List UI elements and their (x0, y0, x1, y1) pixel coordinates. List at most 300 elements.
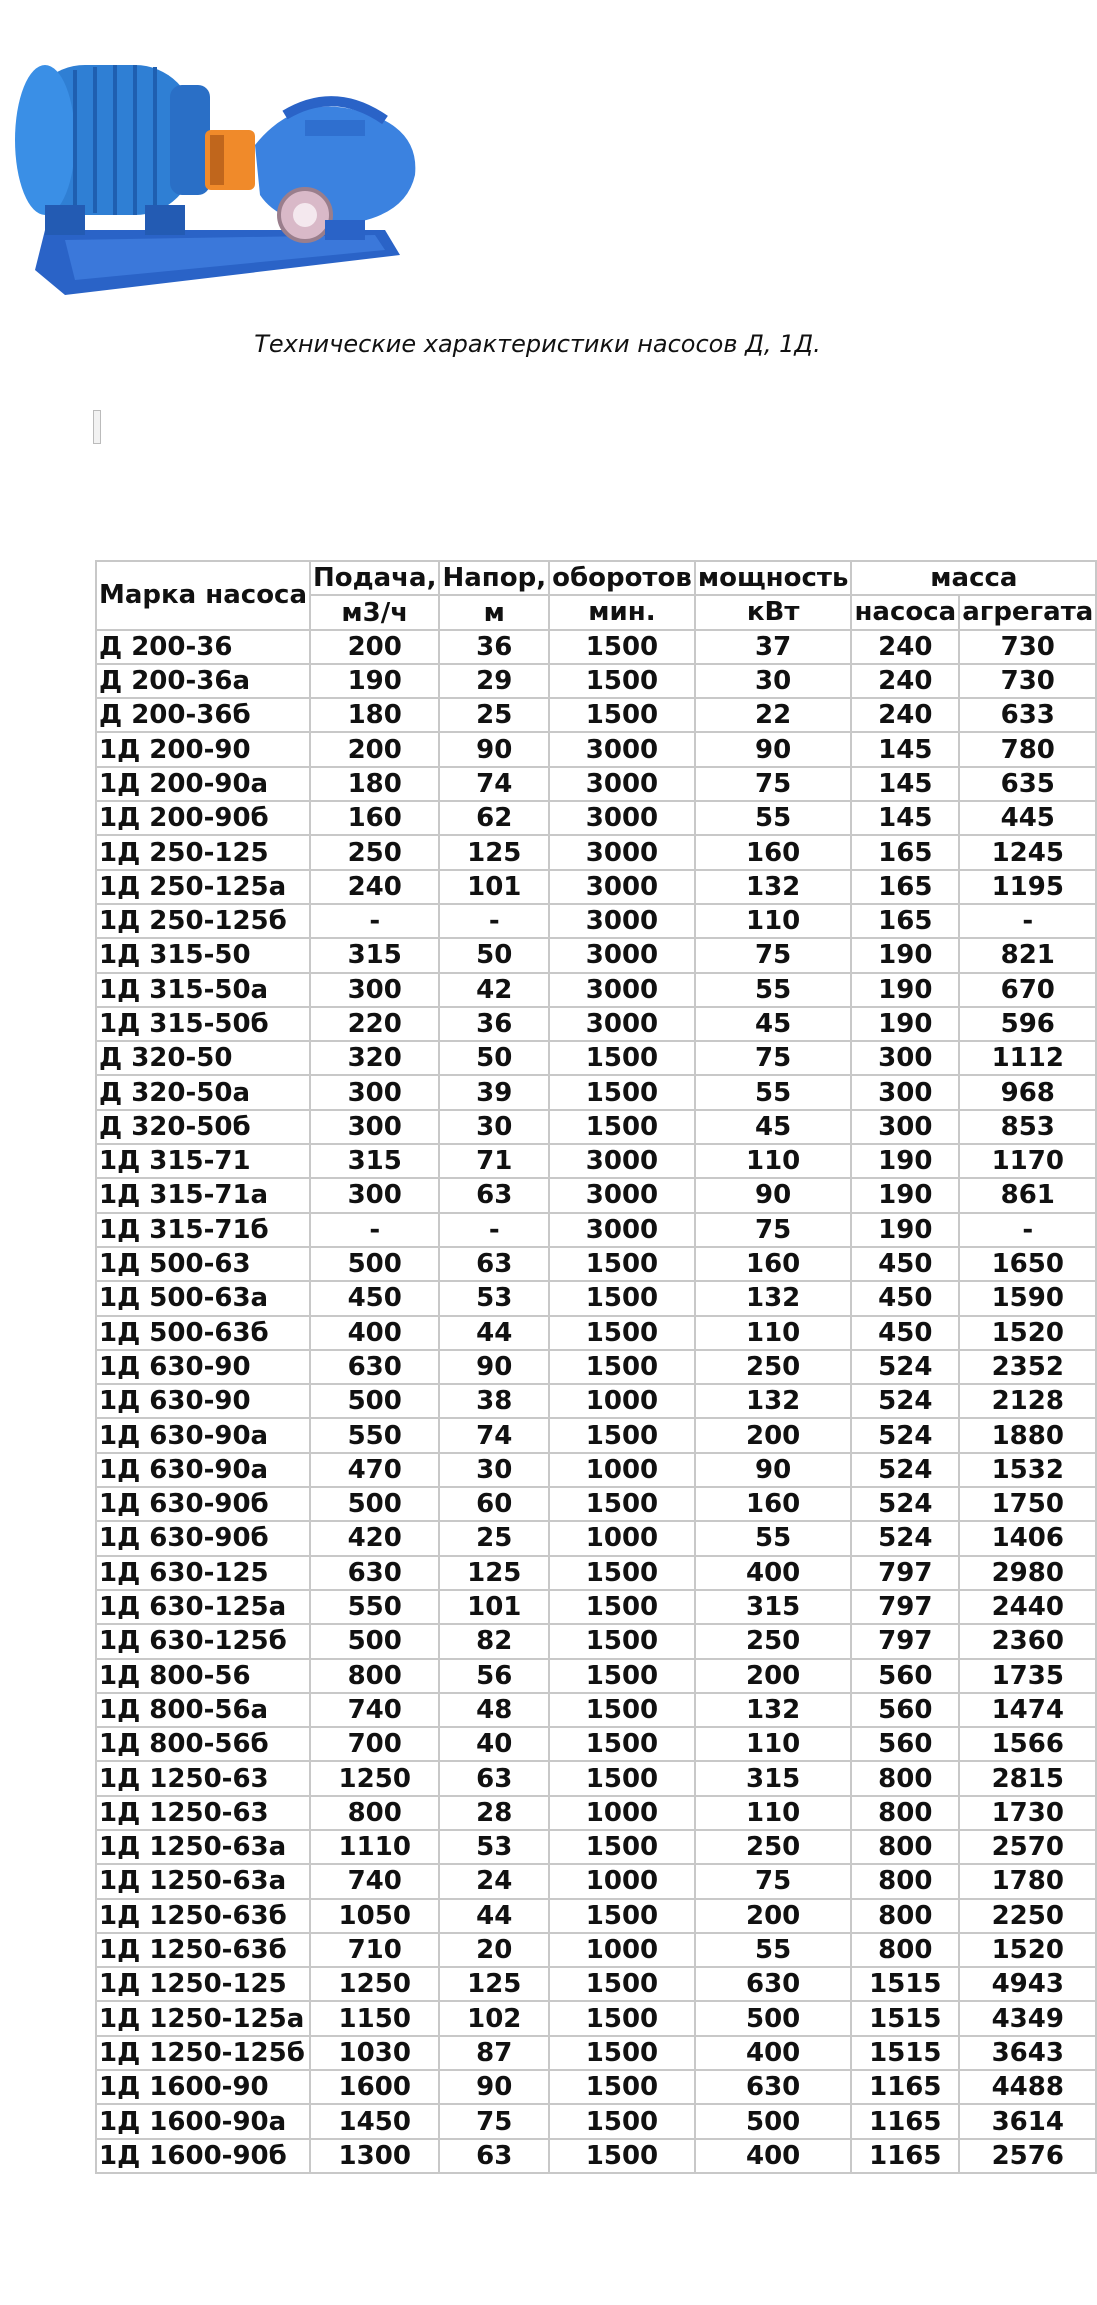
cell-mass-unit: 3614 (959, 2104, 1096, 2138)
cell-mass-unit: 2128 (959, 1384, 1096, 1418)
cell-model: 1Д 200-90б (96, 801, 310, 835)
cell-model: 1Д 800-56б (96, 1727, 310, 1761)
cell-mass-pump: 190 (851, 1178, 959, 1212)
table-row (96, 1624, 1096, 1658)
cell-flow: 315 (310, 938, 439, 972)
cell-mass-unit: 1170 (959, 1144, 1096, 1178)
cell-model: Д 200-36а (96, 664, 310, 698)
cell-head: 44 (439, 1316, 549, 1350)
cell-speed: 3000 (549, 835, 695, 869)
cell-power: 55 (695, 1933, 852, 1967)
cell-head: 125 (439, 1556, 549, 1590)
cell-speed: 3000 (549, 801, 695, 835)
cell-head: 29 (439, 664, 549, 698)
cell-head: 102 (439, 2001, 549, 2035)
cell-model: 1Д 1600-90 (96, 2070, 310, 2104)
cell-speed: 1000 (549, 1384, 695, 1418)
cell-flow: 400 (310, 1316, 439, 1350)
cell-head: 38 (439, 1384, 549, 1418)
cell-mass-pump: 800 (851, 1761, 959, 1795)
cell-model: Д 200-36б (96, 698, 310, 732)
cell-power: 132 (695, 1384, 852, 1418)
table-row (96, 904, 1096, 938)
cell-speed: 3000 (549, 1144, 695, 1178)
cell-flow: - (310, 904, 439, 938)
cell-speed: 3000 (549, 938, 695, 972)
table-row (96, 801, 1096, 835)
cell-speed: 1500 (549, 1830, 695, 1864)
cell-speed: 1500 (549, 1041, 695, 1075)
table-row (96, 835, 1096, 869)
cell-head: 71 (439, 1144, 549, 1178)
cell-flow: 470 (310, 1453, 439, 1487)
cell-mass-pump: 165 (851, 904, 959, 938)
cell-mass-unit: 4943 (959, 1967, 1096, 2001)
cell-speed: 1000 (549, 1864, 695, 1898)
cell-power: 200 (695, 1659, 852, 1693)
cell-mass-pump: 145 (851, 767, 959, 801)
cell-mass-pump: 524 (851, 1350, 959, 1384)
cell-model: 1Д 315-50а (96, 973, 310, 1007)
cell-power: 500 (695, 2104, 852, 2138)
cell-mass-unit: 1195 (959, 870, 1096, 904)
cell-power: 200 (695, 1899, 852, 1933)
cell-mass-unit: 861 (959, 1178, 1096, 1212)
cell-model: 1Д 1250-63б (96, 1933, 310, 1967)
cell-head: 74 (439, 1418, 549, 1452)
header-flow-unit: м3/ч (310, 595, 439, 629)
cell-power: 200 (695, 1418, 852, 1452)
table-row (96, 2070, 1096, 2104)
cell-mass-pump: 524 (851, 1453, 959, 1487)
cell-model: Д 320-50 (96, 1041, 310, 1075)
cell-head: 28 (439, 1796, 549, 1830)
cell-power: 30 (695, 664, 852, 698)
cell-power: 400 (695, 2139, 852, 2173)
cell-speed: 1500 (549, 1899, 695, 1933)
cell-mass-pump: 190 (851, 1144, 959, 1178)
cell-head: 74 (439, 767, 549, 801)
cell-flow: 320 (310, 1041, 439, 1075)
cell-speed: 3000 (549, 1213, 695, 1247)
table-row (96, 1727, 1096, 1761)
header-flow: Подача, (310, 561, 439, 595)
cell-power: 55 (695, 1075, 852, 1109)
cell-model: 1Д 630-90б (96, 1521, 310, 1555)
table-row (96, 630, 1096, 664)
cell-power: 132 (695, 1693, 852, 1727)
cell-mass-pump: 800 (851, 1864, 959, 1898)
cell-flow: 190 (310, 664, 439, 698)
cell-mass-pump: 1165 (851, 2070, 959, 2104)
cell-model: 1Д 315-71 (96, 1144, 310, 1178)
cell-speed: 3000 (549, 973, 695, 1007)
cell-head: 40 (439, 1727, 549, 1761)
cell-mass-unit: 1780 (959, 1864, 1096, 1898)
cell-model: 1Д 800-56а (96, 1693, 310, 1727)
cell-mass-unit: 4488 (959, 2070, 1096, 2104)
cell-head: 53 (439, 1830, 549, 1864)
cell-mass-unit: 780 (959, 732, 1096, 766)
cell-flow: 160 (310, 801, 439, 835)
cell-mass-pump: 450 (851, 1281, 959, 1315)
table-row (96, 1967, 1096, 2001)
cell-speed: 1500 (549, 664, 695, 698)
header-mass-unit: агрегата (959, 595, 1096, 629)
cell-speed: 1500 (549, 1624, 695, 1658)
cell-model: 1Д 630-90 (96, 1384, 310, 1418)
cell-model: 1Д 250-125а (96, 870, 310, 904)
table-row (96, 1864, 1096, 1898)
cell-speed: 1500 (549, 1316, 695, 1350)
cell-mass-unit: 633 (959, 698, 1096, 732)
table-row (96, 1761, 1096, 1795)
cell-mass-unit: 1730 (959, 1796, 1096, 1830)
cell-model: 1Д 630-125 (96, 1556, 310, 1590)
table-row (96, 1487, 1096, 1521)
cell-mass-unit: 2576 (959, 2139, 1096, 2173)
cell-mass-pump: 450 (851, 1247, 959, 1281)
cell-power: 90 (695, 732, 852, 766)
cell-head: 30 (439, 1453, 549, 1487)
cell-mass-unit: 1406 (959, 1521, 1096, 1555)
cell-mass-unit: 730 (959, 630, 1096, 664)
cell-model: 1Д 1250-125а (96, 2001, 310, 2035)
cell-head: 36 (439, 1007, 549, 1041)
cell-model: Д 200-36 (96, 630, 310, 664)
cell-mass-unit: 1520 (959, 1933, 1096, 1967)
cell-mass-pump: 165 (851, 870, 959, 904)
cell-head: 48 (439, 1693, 549, 1727)
cell-model: 1Д 630-90а (96, 1418, 310, 1452)
cell-mass-pump: 145 (851, 732, 959, 766)
cell-flow: 700 (310, 1727, 439, 1761)
cell-head: 63 (439, 1247, 549, 1281)
cell-mass-pump: 240 (851, 664, 959, 698)
cell-mass-pump: 524 (851, 1384, 959, 1418)
table-row (96, 767, 1096, 801)
cell-mass-unit: 1590 (959, 1281, 1096, 1315)
table-row (96, 732, 1096, 766)
text-cursor-marker (93, 410, 101, 444)
cell-flow: 300 (310, 1075, 439, 1109)
cell-head: 125 (439, 835, 549, 869)
cell-flow: 450 (310, 1281, 439, 1315)
cell-flow: 315 (310, 1144, 439, 1178)
cell-head: 60 (439, 1487, 549, 1521)
cell-mass-pump: 190 (851, 973, 959, 1007)
cell-model: 1Д 1250-63а (96, 1864, 310, 1898)
cell-mass-unit: 1112 (959, 1041, 1096, 1075)
cell-model: 1Д 1250-125б (96, 2036, 310, 2070)
cell-flow: 1300 (310, 2139, 439, 2173)
cell-head: 25 (439, 1521, 549, 1555)
cell-mass-pump: 240 (851, 698, 959, 732)
header-head: Напор, (439, 561, 549, 595)
cell-power: 160 (695, 835, 852, 869)
cell-power: 55 (695, 973, 852, 1007)
header-head-unit: м (439, 595, 549, 629)
cell-model: 1Д 1250-63 (96, 1796, 310, 1830)
table-row (96, 1384, 1096, 1418)
cell-power: 132 (695, 870, 852, 904)
table-row (96, 1521, 1096, 1555)
cell-head: 36 (439, 630, 549, 664)
header-speed: оборотов (549, 561, 695, 595)
cell-power: 75 (695, 767, 852, 801)
cell-power: 630 (695, 1967, 852, 2001)
cell-speed: 1500 (549, 1590, 695, 1624)
cell-mass-pump: 560 (851, 1693, 959, 1727)
cell-head: 44 (439, 1899, 549, 1933)
cell-model: 1Д 1250-63 (96, 1761, 310, 1795)
cell-model: 1Д 500-63б (96, 1316, 310, 1350)
cell-mass-pump: 800 (851, 1899, 959, 1933)
table-row (96, 2036, 1096, 2070)
table-row (96, 1453, 1096, 1487)
cell-model: 1Д 630-125б (96, 1624, 310, 1658)
cell-speed: 1500 (549, 2104, 695, 2138)
cell-flow: 740 (310, 1693, 439, 1727)
cell-mass-pump: 524 (851, 1418, 959, 1452)
cell-mass-unit: 1650 (959, 1247, 1096, 1281)
cell-speed: 1500 (549, 1110, 695, 1144)
cell-power: 45 (695, 1007, 852, 1041)
cell-head: 56 (439, 1659, 549, 1693)
cell-model: 1Д 630-90б (96, 1487, 310, 1521)
table-row (96, 938, 1096, 972)
cell-mass-unit: 1532 (959, 1453, 1096, 1487)
cell-power: 75 (695, 938, 852, 972)
cell-head: 24 (439, 1864, 549, 1898)
cell-mass-unit: 1880 (959, 1418, 1096, 1452)
cell-flow: 800 (310, 1796, 439, 1830)
cell-speed: 1500 (549, 2036, 695, 2070)
cell-model: 1Д 1250-63б (96, 1899, 310, 1933)
table-row (96, 1899, 1096, 1933)
cell-flow: 1030 (310, 2036, 439, 2070)
pump-specs-table (95, 560, 1097, 2174)
cell-flow: 1150 (310, 2001, 439, 2035)
cell-speed: 3000 (549, 767, 695, 801)
cell-model: 1Д 1250-63а (96, 1830, 310, 1864)
cell-mass-pump: 190 (851, 938, 959, 972)
cell-mass-unit: 1520 (959, 1316, 1096, 1350)
cell-mass-unit: 1566 (959, 1727, 1096, 1761)
cell-head: 63 (439, 2139, 549, 2173)
cell-flow: 500 (310, 1624, 439, 1658)
cell-power: 250 (695, 1350, 852, 1384)
table-row (96, 1659, 1096, 1693)
cell-head: 101 (439, 1590, 549, 1624)
table-row (96, 1144, 1096, 1178)
cell-flow: 1250 (310, 1967, 439, 2001)
cell-flow: 630 (310, 1556, 439, 1590)
cell-model: 1Д 1600-90б (96, 2139, 310, 2173)
cell-mass-unit: 1750 (959, 1487, 1096, 1521)
cell-head: 30 (439, 1110, 549, 1144)
cell-head: - (439, 904, 549, 938)
cell-speed: 1500 (549, 1487, 695, 1521)
cell-power: 110 (695, 1144, 852, 1178)
cell-speed: 1500 (549, 1693, 695, 1727)
cell-mass-pump: 797 (851, 1624, 959, 1658)
cell-model: 1Д 500-63 (96, 1247, 310, 1281)
cell-power: 315 (695, 1590, 852, 1624)
cell-model: Д 320-50б (96, 1110, 310, 1144)
table-row (96, 2139, 1096, 2173)
cell-mass-pump: 450 (851, 1316, 959, 1350)
cell-flow: 800 (310, 1659, 439, 1693)
cell-power: 75 (695, 1041, 852, 1075)
cell-head: 39 (439, 1075, 549, 1109)
cell-flow: 1050 (310, 1899, 439, 1933)
cell-flow: 200 (310, 630, 439, 664)
cell-power: 55 (695, 801, 852, 835)
cell-flow: 240 (310, 870, 439, 904)
cell-mass-pump: 800 (851, 1933, 959, 1967)
cell-speed: 1500 (549, 1418, 695, 1452)
table-row (96, 1247, 1096, 1281)
table-row (96, 664, 1096, 698)
cell-power: 250 (695, 1624, 852, 1658)
cell-model: 1Д 315-71а (96, 1178, 310, 1212)
cell-speed: 1500 (549, 1247, 695, 1281)
cell-mass-pump: 190 (851, 1213, 959, 1247)
cell-mass-unit: 2980 (959, 1556, 1096, 1590)
cell-mass-unit: 1245 (959, 835, 1096, 869)
header-power: мощность (695, 561, 852, 595)
cell-flow: 500 (310, 1384, 439, 1418)
cell-speed: 3000 (549, 1178, 695, 1212)
cell-model: 1Д 315-71б (96, 1213, 310, 1247)
cell-power: 75 (695, 1864, 852, 1898)
header-power-unit: кВт (695, 595, 852, 629)
table-caption: Технические характеристики насосов Д, 1Д. (254, 330, 821, 358)
table-row (96, 870, 1096, 904)
cell-power: 22 (695, 698, 852, 732)
cell-mass-unit: 2570 (959, 1830, 1096, 1864)
table-row (96, 1556, 1096, 1590)
cell-head: 82 (439, 1624, 549, 1658)
cell-mass-pump: 1515 (851, 1967, 959, 2001)
cell-head: 20 (439, 1933, 549, 1967)
table-row (96, 1590, 1096, 1624)
cell-model: 1Д 500-63а (96, 1281, 310, 1315)
cell-mass-pump: 524 (851, 1521, 959, 1555)
cell-head: 62 (439, 801, 549, 835)
cell-speed: 1500 (549, 1556, 695, 1590)
cell-power: 90 (695, 1453, 852, 1487)
cell-mass-unit: 2352 (959, 1350, 1096, 1384)
cell-flow: 180 (310, 767, 439, 801)
table-row (96, 1041, 1096, 1075)
cell-power: 160 (695, 1247, 852, 1281)
cell-model: 1Д 200-90 (96, 732, 310, 766)
cell-mass-unit: 2440 (959, 1590, 1096, 1624)
cell-flow: 1110 (310, 1830, 439, 1864)
cell-mass-pump: 165 (851, 835, 959, 869)
cell-head: 90 (439, 1350, 549, 1384)
cell-mass-unit: 2250 (959, 1899, 1096, 1933)
cell-mass-pump: 190 (851, 1007, 959, 1041)
cell-power: 75 (695, 1213, 852, 1247)
cell-model: 1Д 1600-90а (96, 2104, 310, 2138)
cell-flow: 420 (310, 1521, 439, 1555)
cell-speed: 1500 (549, 1727, 695, 1761)
cell-head: 75 (439, 2104, 549, 2138)
cell-model: 1Д 630-125а (96, 1590, 310, 1624)
table-row (96, 2001, 1096, 2035)
cell-mass-pump: 300 (851, 1041, 959, 1075)
cell-speed: 1500 (549, 2139, 695, 2173)
cell-speed: 1500 (549, 2001, 695, 2035)
cell-mass-pump: 797 (851, 1556, 959, 1590)
cell-mass-unit: 3643 (959, 2036, 1096, 2070)
cell-head: 50 (439, 938, 549, 972)
cell-speed: 1000 (549, 1521, 695, 1555)
cell-mass-pump: 1165 (851, 2139, 959, 2173)
cell-power: 250 (695, 1830, 852, 1864)
cell-head: 87 (439, 2036, 549, 2070)
table-row (96, 1796, 1096, 1830)
cell-mass-pump: 145 (851, 801, 959, 835)
cell-mass-pump: 1515 (851, 2001, 959, 2035)
cell-mass-unit: 730 (959, 664, 1096, 698)
cell-flow: 1450 (310, 2104, 439, 2138)
cell-flow: 710 (310, 1933, 439, 1967)
cell-speed: 1500 (549, 698, 695, 732)
cell-speed: 1500 (549, 1075, 695, 1109)
cell-head: 63 (439, 1178, 549, 1212)
table-row (96, 1418, 1096, 1452)
cell-mass-unit: - (959, 1213, 1096, 1247)
cell-head: - (439, 1213, 549, 1247)
cell-speed: 1500 (549, 2070, 695, 2104)
cell-head: 90 (439, 2070, 549, 2104)
cell-mass-pump: 300 (851, 1075, 959, 1109)
header-mass-pump: насоса (851, 595, 959, 629)
table-row (96, 1110, 1096, 1144)
table-row (96, 973, 1096, 1007)
cell-flow: 300 (310, 1178, 439, 1212)
cell-power: 110 (695, 904, 852, 938)
cell-flow: 740 (310, 1864, 439, 1898)
cell-flow: - (310, 1213, 439, 1247)
cell-speed: 1500 (549, 630, 695, 664)
cell-speed: 1500 (549, 1281, 695, 1315)
cell-power: 400 (695, 2036, 852, 2070)
pump-unit-image (5, 25, 445, 305)
cell-mass-unit: 596 (959, 1007, 1096, 1041)
cell-mass-unit: 635 (959, 767, 1096, 801)
header-mass: масса (851, 561, 1096, 595)
cell-speed: 3000 (549, 870, 695, 904)
cell-flow: 300 (310, 973, 439, 1007)
cell-model: 1Д 315-50 (96, 938, 310, 972)
cell-model: 1Д 630-90 (96, 1350, 310, 1384)
cell-mass-pump: 797 (851, 1590, 959, 1624)
cell-head: 25 (439, 698, 549, 732)
cell-model: Д 320-50а (96, 1075, 310, 1109)
cell-mass-pump: 1515 (851, 2036, 959, 2070)
table-row (96, 1075, 1096, 1109)
cell-model: 1Д 630-90а (96, 1453, 310, 1487)
cell-head: 90 (439, 732, 549, 766)
cell-mass-pump: 800 (851, 1830, 959, 1864)
cell-speed: 3000 (549, 1007, 695, 1041)
cell-power: 400 (695, 1556, 852, 1590)
